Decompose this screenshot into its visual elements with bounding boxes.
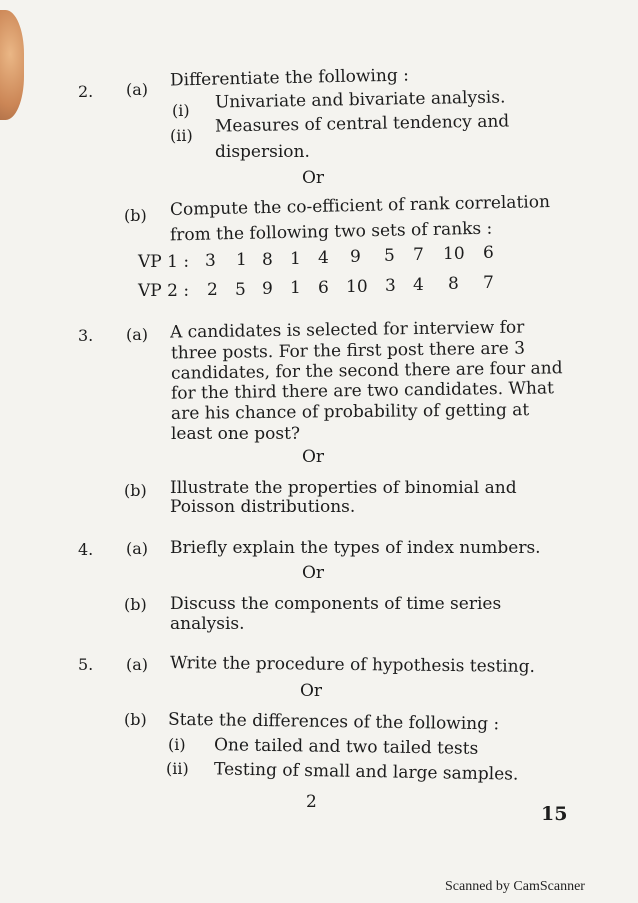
vp1-value: 8: [262, 250, 273, 270]
q2-a-label: (a): [126, 80, 149, 99]
q5-b-i-text: One tailed and two tailed tests: [213, 735, 479, 759]
q3-a-line: are his chance of probability of getting at: [170, 400, 530, 424]
q5-or: Or: [300, 681, 323, 701]
q4-b-label: (b): [124, 595, 147, 614]
vp1-value: 4: [318, 248, 329, 268]
vp1-value: 5: [384, 246, 395, 266]
q3-a-line: candidates, for the second there are four and: [170, 358, 563, 384]
vp2-label: VP 2 :: [138, 281, 190, 301]
q2-or: Or: [302, 168, 325, 188]
q2-a-text: Differentiate the following :: [169, 65, 410, 91]
paper-code: 15: [541, 803, 568, 825]
q2-number: 2.: [78, 82, 94, 101]
q2-b-line1: Compute the co-efficient of rank correlation: [169, 192, 551, 220]
q4-a-text: Briefly explain the types of index numbers.: [170, 538, 541, 558]
q4-b-line: Discuss the components of time series: [170, 594, 502, 614]
vp2-value: 10: [346, 277, 368, 297]
vp1-value: 7: [413, 245, 424, 265]
q3-a-line: least one post?: [171, 424, 301, 444]
q3-b-line: Poisson distributions.: [170, 497, 356, 517]
q3-a-label: (a): [126, 325, 149, 344]
vp1-value: 1: [290, 249, 301, 269]
vp1-value: 1: [236, 250, 247, 270]
vp1-value: 9: [350, 247, 361, 267]
vp2-value: 1: [290, 278, 301, 298]
q4-b-line: analysis.: [170, 614, 245, 634]
q3-a-line: A candidates is selected for interview for: [169, 317, 525, 343]
vp2-value: 3: [385, 276, 396, 296]
q2-a-ii-text-line2: dispersion.: [215, 142, 310, 162]
q4-or: Or: [302, 563, 325, 583]
vp1-label: VP 1 :: [138, 252, 190, 272]
q3-b-label: (b): [124, 481, 147, 500]
page-number: 2: [306, 792, 317, 812]
q5-b-text: State the differences of the following :: [167, 709, 500, 735]
q3-a-line: three posts. For the first post there are 3: [170, 338, 526, 364]
q5-b-i-label: (i): [168, 735, 186, 754]
vp1-value: 6: [483, 243, 494, 263]
q5-b-ii-text: Testing of small and large samples.: [213, 759, 519, 785]
q2-a-i-label: (i): [172, 101, 190, 120]
q3-a-line: for the third there are two candidates. What: [170, 378, 554, 404]
q3-number: 3.: [78, 326, 94, 345]
q2-b-line2: from the following two sets of ranks :: [169, 218, 493, 246]
vp2-value: 9: [262, 279, 273, 299]
vp1-value: 3: [205, 251, 216, 271]
vp2-value: 6: [318, 278, 329, 298]
q2-a-ii-label: (ii): [170, 126, 193, 145]
vp2-value: 7: [483, 273, 494, 293]
vp2-value: 5: [235, 280, 246, 300]
q3-b-line: Illustrate the properties of binomial and: [170, 478, 517, 498]
q4-number: 4.: [78, 540, 94, 559]
q5-b-label: (b): [124, 710, 147, 729]
q2-a-i-text: Univariate and bivariate analysis.: [214, 87, 506, 113]
vp2-value: 2: [207, 280, 218, 300]
q5-b-ii-label: (ii): [166, 759, 189, 778]
q2-b-label: (b): [124, 206, 147, 225]
finger-shadow: [0, 10, 24, 120]
vp1-value: 10: [443, 244, 465, 264]
q5-number: 5.: [78, 655, 94, 674]
vp2-value: 8: [448, 274, 459, 294]
q2-a-ii-text-line1: Measures of central tendency and: [214, 111, 510, 137]
q5-a-label: (a): [126, 655, 149, 674]
scanner-watermark: Scanned by CamScanner: [445, 879, 585, 894]
q3-or: Or: [302, 447, 325, 467]
q4-a-label: (a): [126, 539, 149, 558]
vp2-value: 4: [413, 275, 424, 295]
q5-a-text: Write the procedure of hypothesis testing.: [169, 653, 536, 677]
